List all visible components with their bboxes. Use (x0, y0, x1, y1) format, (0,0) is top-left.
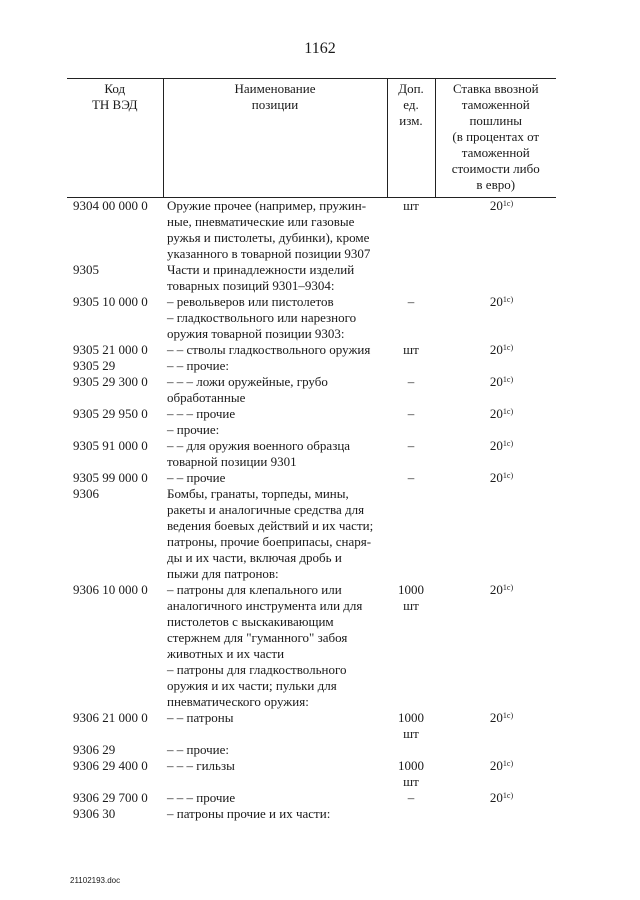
row-name: – патроны для клепального или аналогичного инструмента или для пистолетов с выскакивающим стержнем для "гуманного" забоя животных и их части (167, 582, 363, 661)
row-rate-value: 20 (489, 374, 503, 389)
row-rate-footnote: 1с) (502, 199, 514, 208)
row-name: – прочие: (167, 422, 220, 437)
row-rate-footnote: 1с) (502, 791, 514, 800)
header-unit: Доп. ед. изм. (387, 79, 435, 198)
row-rate (435, 374, 556, 406)
row-rate-value: 20 (489, 342, 503, 357)
row-rate-value: 20 (489, 582, 503, 597)
tariff-table (67, 78, 556, 822)
row-unit: 1000 шт (398, 758, 424, 789)
table-row (67, 358, 556, 374)
table-row (67, 806, 556, 822)
footer-filename: 21102193.doc (70, 876, 121, 885)
row-unit: шт (403, 342, 419, 357)
row-name: – патроны прочие и их части: (167, 806, 331, 821)
row-code: 9305 (73, 262, 99, 277)
table-row (67, 374, 556, 406)
row-unit (387, 742, 435, 758)
row-name: – патроны для гладкоствольного оружия и их части; пульки для пневматического оружия: (167, 662, 347, 709)
table-row (67, 422, 556, 438)
row-name: – – – прочие (167, 790, 236, 805)
row-unit: 1000 шт (398, 582, 424, 613)
row-unit: – (407, 470, 415, 485)
row-code (67, 310, 163, 342)
row-rate (435, 422, 556, 438)
row-rate-footnote: 1с) (502, 295, 514, 304)
row-unit: – (407, 294, 415, 309)
row-rate-footnote: 1с) (502, 439, 514, 448)
table-row (67, 710, 556, 742)
row-code: 9306 10 000 0 (73, 582, 148, 597)
row-rate (435, 790, 556, 806)
row-code: 9306 29 700 0 (73, 790, 148, 805)
row-unit: – (407, 790, 415, 805)
row-rate-value: 20 (489, 758, 503, 773)
table-row (67, 310, 556, 342)
row-unit (387, 486, 435, 582)
row-rate (435, 582, 556, 662)
table-row (67, 342, 556, 358)
row-code (67, 662, 163, 710)
row-name: – – прочие: (167, 742, 229, 757)
row-unit: – (407, 406, 415, 421)
row-name: – – стволы гладкоствольного оружия (167, 342, 371, 357)
row-rate (435, 262, 556, 294)
row-unit (387, 422, 435, 438)
tariff-table-container (67, 78, 556, 822)
row-code (67, 422, 163, 438)
table-row (67, 662, 556, 710)
table-row (67, 742, 556, 758)
row-rate-value: 20 (489, 406, 503, 421)
row-code: 9305 91 000 0 (73, 438, 148, 453)
row-rate (435, 358, 556, 374)
row-name: – – – прочие (167, 406, 236, 421)
row-rate-footnote: 1с) (502, 759, 514, 768)
row-rate-footnote: 1с) (502, 407, 514, 416)
row-rate-value: 20 (489, 198, 503, 213)
row-rate (435, 758, 556, 790)
table-row (67, 486, 556, 582)
row-code: 9304 00 000 0 (73, 198, 148, 213)
row-unit: шт (403, 198, 419, 213)
row-rate (435, 294, 556, 310)
row-rate (435, 486, 556, 582)
row-code: 9305 99 000 0 (73, 470, 148, 485)
page-number: 1162 (304, 40, 336, 57)
table-row (67, 262, 556, 294)
row-rate-footnote: 1с) (502, 375, 514, 384)
row-unit: – (407, 438, 415, 453)
table-row (67, 198, 556, 263)
row-unit: – (407, 374, 415, 389)
table-row (67, 294, 556, 310)
row-code: 9305 21 000 0 (73, 342, 148, 357)
row-name: – револьверов или пистолетов (167, 294, 334, 309)
header-name: Наименование позиции (163, 79, 387, 198)
row-rate-value: 20 (489, 470, 503, 485)
row-rate (435, 710, 556, 742)
row-code: 9306 30 (73, 806, 116, 821)
row-code: 9306 (73, 486, 99, 501)
row-rate-footnote: 1с) (502, 711, 514, 720)
table-row (67, 758, 556, 790)
row-rate-value: 20 (489, 294, 503, 309)
row-rate (435, 406, 556, 422)
row-name: – гладкоствольного или нарезного оружия товарной позиции 9303: (167, 310, 357, 341)
row-unit (387, 662, 435, 710)
row-name: Оружие прочее (например, пружин- ные, пневматические или газовые ружья и пистолеты, дубинки), кроме указанного в товарной позиции 9307 (167, 198, 371, 261)
row-code: 9306 29 (73, 742, 116, 757)
row-code: 9305 10 000 0 (73, 294, 148, 309)
row-name: Части и принадлежности изделий товарных позиций 9301–9304: (167, 262, 355, 293)
row-name: – – прочие: (167, 358, 229, 373)
row-rate (435, 310, 556, 342)
table-row (67, 470, 556, 486)
row-code: 9305 29 950 0 (73, 406, 148, 421)
row-code: 9306 21 000 0 (73, 710, 148, 725)
row-rate-value: 20 (489, 710, 503, 725)
row-name: – – для оружия военного образца товарной позиции 9301 (167, 438, 351, 469)
row-name: – – прочие (167, 470, 226, 485)
row-rate (435, 662, 556, 710)
row-code: 9306 29 400 0 (73, 758, 148, 773)
row-rate-value: 20 (489, 790, 503, 805)
row-name: – – – ложи оружейные, грубо обработанные (167, 374, 328, 405)
header-code: Код ТН ВЭД (91, 81, 138, 112)
table-row (67, 438, 556, 470)
table-row (67, 582, 556, 662)
row-code: 9305 29 (73, 358, 116, 373)
row-rate (435, 198, 556, 263)
row-unit (387, 358, 435, 374)
table-header-row (67, 79, 556, 198)
table-row (67, 790, 556, 806)
header-rate: Ставка ввозной таможенной пошлины (в процентах от таможенной стоимости либо в евро) (435, 79, 556, 198)
row-rate-value: 20 (489, 438, 503, 453)
row-code: 9305 29 300 0 (73, 374, 148, 389)
row-rate-footnote: 1с) (502, 583, 514, 592)
row-name: – – патроны (167, 710, 234, 725)
row-unit (387, 310, 435, 342)
row-name: – – – гильзы (167, 758, 235, 773)
row-rate-footnote: 1с) (502, 343, 514, 352)
row-unit: 1000 шт (398, 710, 424, 741)
row-rate (435, 742, 556, 758)
row-unit (387, 806, 435, 822)
table-body (67, 198, 556, 823)
row-unit (387, 262, 435, 294)
row-rate (435, 470, 556, 486)
row-rate (435, 806, 556, 822)
row-rate (435, 342, 556, 358)
row-name: Бомбы, гранаты, торпеды, мины, ракеты и аналогичные средства для ведения боевых действий и их части; патроны, прочие боеприпасы, снаря- ды и их части, включая дробь и пыжи для патронов: (167, 486, 374, 581)
row-rate-footnote: 1с) (502, 471, 514, 480)
table-row (67, 406, 556, 422)
row-rate (435, 438, 556, 470)
